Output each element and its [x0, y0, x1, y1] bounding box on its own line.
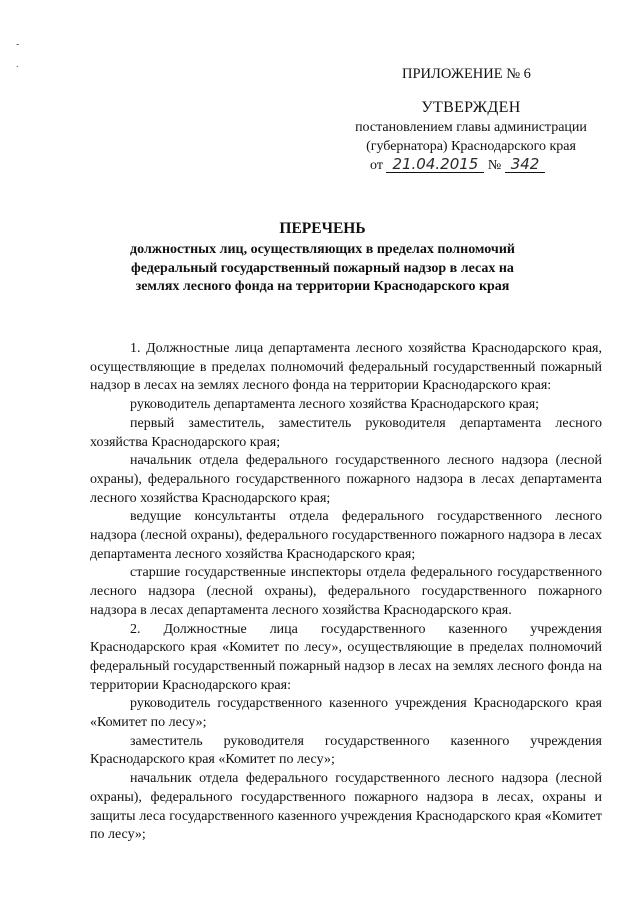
- approved-heading: УТВЕРЖДЕН: [421, 99, 521, 116]
- title-main: ПЕРЕЧЕНЬ: [279, 220, 366, 237]
- approved-by-line: (губернатора) Краснодарского края: [366, 139, 576, 154]
- paragraph: начальник отдела федерального государственного лесного надзора (лесной охраны), федерального государственного пожарного надзора в лесах, охраны и защиты леса государственного казенного учреждения Краснодарского края «Комитет по лесу»;: [90, 771, 602, 843]
- paragraph: начальник отдела федерального государственного лесного надзора (лесной охраны), федерального государственного пожарного надзора в лесах департамента лесного хозяйства Краснодарского края;: [90, 453, 602, 506]
- paragraph: ведущие консультанты отдела федерального государственного лесного надзора (лесной охраны), федерального государственного пожарного надзора в лесах департамента лесного хозяйства Краснодарского края;: [90, 509, 602, 562]
- paragraph: 1. Должностные лица департамента лесного хозяйства Краснодарского края, осуществляющие в пределах полномочий федеральный государственный пожарный надзор в лесах на землях лесного фонда на территории Краснодарского края:: [90, 341, 602, 394]
- approved-by-line: постановлением главы администрации: [355, 120, 587, 135]
- scan-mark: .: [16, 59, 19, 70]
- approval-date-line: [340, 156, 602, 175]
- paragraph: руководитель департамента лесного хозяйства Краснодарского края;: [130, 397, 540, 413]
- scan-mark: -: [16, 39, 20, 50]
- title-subtitle: должностных лиц, осуществляющих в пределах полномочий федеральный государственный пожарный надзор в лесах на землях лесного фонда на территории Краснодарского края: [130, 242, 515, 295]
- paragraph: старшие государственные инспекторы отдела федерального государственного лесного надзора (лесной охраны), федерального государственного пожарного надзора в лесах департамента лесного хозяйства Краснодарского края.: [90, 565, 602, 618]
- document-body: [90, 340, 602, 845]
- approval-block: [340, 97, 602, 175]
- handwritten-date: 21.04.2015: [386, 157, 484, 173]
- paragraph: 2. Должностные лица государственного казенного учреждения Краснодарского края «Комитет по лесу», осуществляющие в пределах полномочий федеральный государственный пожарный надзор в лесах на землях лесного фонда на территории Краснодарского края:: [90, 621, 602, 693]
- handwritten-number: 342: [505, 157, 546, 173]
- document-title: [120, 218, 525, 297]
- paragraph: заместитель руководителя государственного казенного учреждения Краснодарского края «Комитет по лесу»;: [90, 733, 602, 768]
- paragraph: руководитель государственного казенного учреждения Краснодарского края «Комитет по лесу»;: [90, 696, 602, 731]
- number-prefix: №: [487, 158, 502, 173]
- appendix-label: ПРИЛОЖЕНИЕ № 6: [402, 66, 531, 82]
- date-prefix: от: [370, 158, 383, 173]
- paragraph: первый заместитель, заместитель руководителя департамента лесного хозяйства Краснодарского края;: [90, 415, 602, 450]
